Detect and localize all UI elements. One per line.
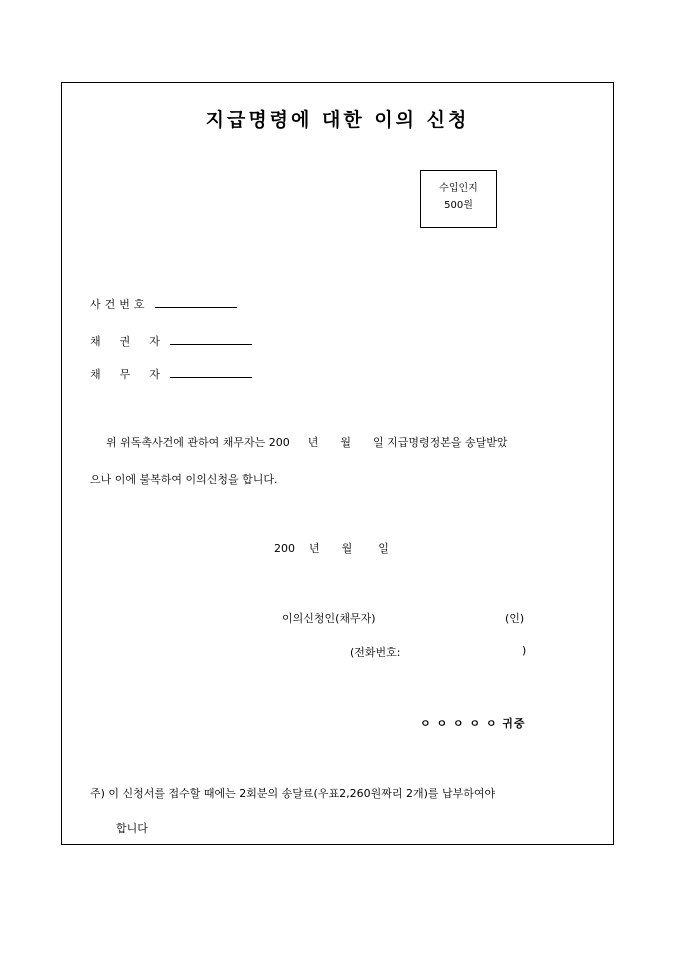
date-month: 월 xyxy=(341,542,353,555)
stamp-label: 수입인지 xyxy=(439,183,478,194)
statement-year: 년 xyxy=(307,436,319,449)
creditor-blank[interactable] xyxy=(170,335,252,345)
document-frame xyxy=(61,82,614,845)
field-label: 채 무 자 xyxy=(90,368,164,381)
date-day: 일 xyxy=(378,542,389,555)
statement-month: 월 xyxy=(340,436,352,449)
applicant-label: 이의신청인(채무자) xyxy=(282,612,376,625)
field-label: 채 권 자 xyxy=(90,335,164,348)
phone-close: ) xyxy=(522,644,527,657)
field-creditor xyxy=(90,330,252,349)
phone-open: (전화번호: xyxy=(350,646,401,659)
statement-text-a: 위 위독촉사건에 관하여 채무자는 200 xyxy=(106,436,290,449)
field-label: 사건번호 xyxy=(90,298,149,311)
case-number-blank[interactable] xyxy=(155,298,237,308)
court-addressee: ㅇ ㅇ ㅇ ㅇ ㅇ 귀중 xyxy=(420,717,526,730)
note-line-2: 합니다 xyxy=(116,822,148,835)
statement-line-1 xyxy=(106,434,508,450)
revenue-stamp-box xyxy=(420,170,497,228)
field-debtor xyxy=(90,363,252,382)
debtor-blank[interactable] xyxy=(170,368,252,378)
date-year-prefix: 200 xyxy=(274,542,295,555)
date-line xyxy=(274,540,389,556)
statement-line-2: 으나 이에 불복하여 이의신청을 합니다. xyxy=(90,473,278,486)
date-year: 년 xyxy=(309,542,320,555)
stamp-amount: 500원 xyxy=(444,200,473,211)
note-line-1: 주) 이 신청서를 접수할 때에는 2회분의 송달료(우표2,260원짜리 2개)를 납부하여야 xyxy=(90,787,496,800)
field-case-number xyxy=(90,293,237,312)
document-title: 지급명령에 대한 이의 신청 xyxy=(205,109,470,131)
statement-text-b: 일 지급명령정본을 송달받았 xyxy=(373,436,508,449)
applicant-seal: (인) xyxy=(505,612,525,625)
